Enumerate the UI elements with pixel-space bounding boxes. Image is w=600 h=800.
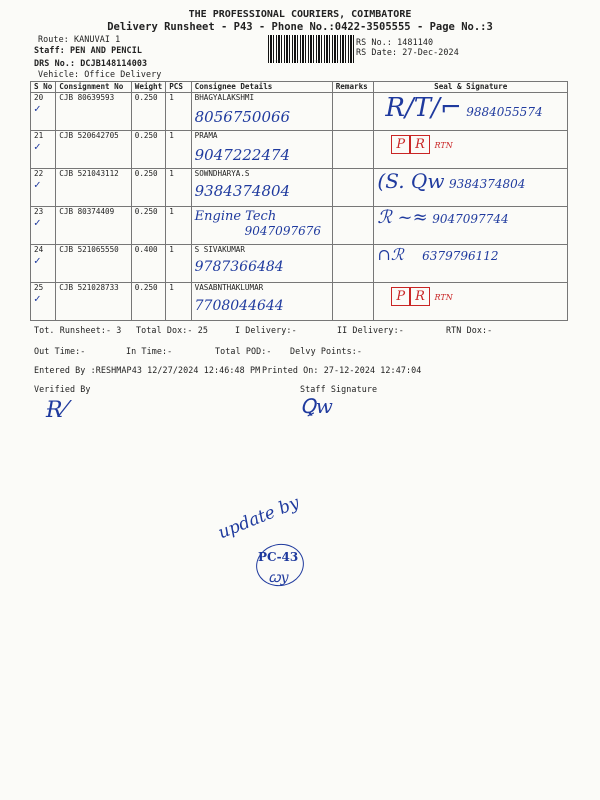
verified-signature: Ɍ⁄ bbox=[46, 398, 67, 423]
row-consignee: PRAMA 9047222474 bbox=[191, 131, 332, 169]
tick-mark: ✓ bbox=[34, 216, 41, 229]
table-row bbox=[31, 131, 568, 169]
row-sno: 20 ✓ bbox=[31, 93, 56, 131]
row-consignment: CJB 521065550 bbox=[56, 245, 131, 283]
row-signature bbox=[374, 169, 568, 207]
col-pcs: PCS bbox=[166, 82, 191, 93]
col-weight: Weight bbox=[131, 82, 165, 93]
signature-scribble: ∩ℛ bbox=[377, 245, 404, 264]
tick-mark: ✓ bbox=[34, 292, 41, 305]
row-sno: 23 ✓ bbox=[31, 207, 56, 245]
row-weight: 0.400 bbox=[131, 245, 165, 283]
ii-delivery: II Delivery:- bbox=[337, 325, 404, 335]
row-remarks bbox=[332, 169, 374, 207]
handwritten-sig-phone: 9384374804 bbox=[449, 177, 526, 191]
row-signature bbox=[374, 93, 568, 131]
rs-number: RS No.: 1481140 bbox=[356, 37, 434, 47]
table-row bbox=[31, 245, 568, 283]
out-time: Out Time:- bbox=[34, 346, 86, 356]
tick-mark: ✓ bbox=[34, 102, 41, 115]
staff-label: Staff: PEN AND PENCIL bbox=[34, 45, 142, 55]
col-seal-signature: Seal & Signature bbox=[374, 82, 568, 93]
row-pcs: 1 bbox=[166, 169, 191, 207]
row-sno: 21 ✓ bbox=[31, 131, 56, 169]
row-remarks bbox=[332, 283, 374, 321]
tick-mark: ✓ bbox=[34, 254, 41, 267]
runsheet-subtitle: Delivery Runsheet - P43 - Phone No.:0422-3505555 - Page No.:3 bbox=[107, 21, 493, 33]
row-sno: 22 ✓ bbox=[31, 169, 56, 207]
in-time: In Time:- bbox=[126, 346, 173, 356]
row-remarks bbox=[332, 245, 374, 283]
row-pcs: 1 bbox=[166, 93, 191, 131]
handwritten-sig-phone: 9047097744 bbox=[432, 212, 509, 226]
table-row bbox=[31, 169, 568, 207]
handwritten-phone: 7708044644 bbox=[194, 298, 284, 314]
pc43-scribble: ꞷy bbox=[268, 570, 289, 586]
route-label: Route: KANUVAI 1 bbox=[38, 34, 121, 44]
handwritten-phone: 9047097676 bbox=[244, 224, 321, 238]
row-pcs: 1 bbox=[166, 245, 191, 283]
tick-mark: ✓ bbox=[34, 178, 41, 191]
signature-scribble: R/T/⌐ bbox=[385, 93, 462, 123]
company-title: THE PROFESSIONAL COURIERS, COIMBATORE bbox=[188, 9, 412, 20]
runsheet-table bbox=[30, 81, 568, 321]
row-weight: 0.250 bbox=[131, 93, 165, 131]
pc43-label: PC-43 bbox=[258, 550, 299, 564]
table-row bbox=[31, 93, 568, 131]
row-consignment: CJB 521028733 bbox=[56, 283, 131, 321]
handwritten-phone: 8056750066 bbox=[194, 108, 291, 126]
drs-number: DRS No.: DCJB148114003 bbox=[34, 58, 148, 68]
col-remarks: Remarks bbox=[332, 82, 374, 93]
rtn-stamp: P R RTN bbox=[391, 137, 564, 152]
row-weight: 0.250 bbox=[131, 131, 165, 169]
total-pod: Total POD:- bbox=[215, 346, 272, 356]
row-weight: 0.250 bbox=[131, 283, 165, 321]
col-consignment: Consignment No bbox=[56, 82, 131, 93]
row-consignment: CJB 80374409 bbox=[56, 207, 131, 245]
staff-signature: Staff Signature bbox=[300, 384, 378, 394]
row-weight: 0.250 bbox=[131, 169, 165, 207]
table-header-row bbox=[31, 82, 568, 93]
handwritten-phone: 9787366484 bbox=[194, 259, 284, 275]
row-consignee bbox=[191, 207, 332, 245]
row-sno: 25 ✓ bbox=[31, 283, 56, 321]
row-signature bbox=[374, 207, 568, 245]
table-row bbox=[31, 283, 568, 321]
signature-scribble: (S. Qw bbox=[377, 169, 445, 193]
printed-on: Printed On: 27-12-2024 12:47:04 bbox=[262, 365, 422, 375]
row-consignee: BHAGYALAKSHMI 8056750066 bbox=[191, 93, 332, 131]
row-consignment: CJB 521043112 bbox=[56, 169, 131, 207]
tot-runsheet: Tot. Runsheet:- 3 bbox=[34, 325, 122, 335]
barcode-image bbox=[268, 35, 354, 63]
update-by-note: update by bbox=[215, 492, 303, 544]
rtn-stamp: P R RTN bbox=[391, 289, 564, 304]
handwritten-sig-phone: 6379796112 bbox=[422, 249, 499, 263]
row-signature bbox=[374, 283, 568, 321]
row-pcs: 1 bbox=[166, 131, 191, 169]
handwritten-phone: 9047222474 bbox=[194, 146, 291, 164]
row-remarks bbox=[332, 93, 374, 131]
staff-signature-scribble: Ꝗw bbox=[300, 394, 333, 418]
row-pcs: 1 bbox=[166, 207, 191, 245]
row-weight: 0.250 bbox=[131, 207, 165, 245]
row-consignee: SOWNDHARYA.S 9384374804 bbox=[191, 169, 332, 207]
verified-by: Verified By bbox=[34, 384, 91, 394]
table-row bbox=[31, 207, 568, 245]
i-delivery: I Delivery:- bbox=[235, 325, 297, 335]
rs-date: RS Date: 27-Dec-2024 bbox=[356, 47, 459, 57]
rtn-dox: RTN Dox:- bbox=[446, 325, 493, 335]
row-pcs: 1 bbox=[166, 283, 191, 321]
row-consignee: VASABNTHAKLUMAR 7708044644 bbox=[191, 283, 332, 321]
handwritten-name: Engine Tech bbox=[194, 209, 277, 224]
handwritten-sig-phone: 9884055574 bbox=[466, 105, 543, 119]
signature-scribble: ℛ ~≈ bbox=[377, 207, 428, 228]
entered-by: Entered By :RESHMAP43 12/27/2024 12:46:48 PM bbox=[34, 365, 261, 375]
handwritten-phone: 9384374804 bbox=[194, 182, 291, 200]
row-remarks bbox=[332, 207, 374, 245]
row-signature bbox=[374, 245, 568, 283]
row-signature bbox=[374, 131, 568, 169]
col-consignee: Consignee Details bbox=[191, 82, 332, 93]
tick-mark: ✓ bbox=[34, 140, 41, 153]
total-dox: Total Dox:- 25 bbox=[136, 325, 208, 335]
row-sno: 24 ✓ bbox=[31, 245, 56, 283]
vehicle-label: Vehicle: Office Delivery bbox=[38, 69, 162, 79]
col-sno: S No bbox=[31, 82, 56, 93]
row-consignment: CJB 80639593 bbox=[56, 93, 131, 131]
row-consignee: S SIVAKUMAR 9787366484 bbox=[191, 245, 332, 283]
row-remarks bbox=[332, 131, 374, 169]
delvy-points: Delvy Points:- bbox=[290, 346, 362, 356]
row-consignment: CJB 520642705 bbox=[56, 131, 131, 169]
